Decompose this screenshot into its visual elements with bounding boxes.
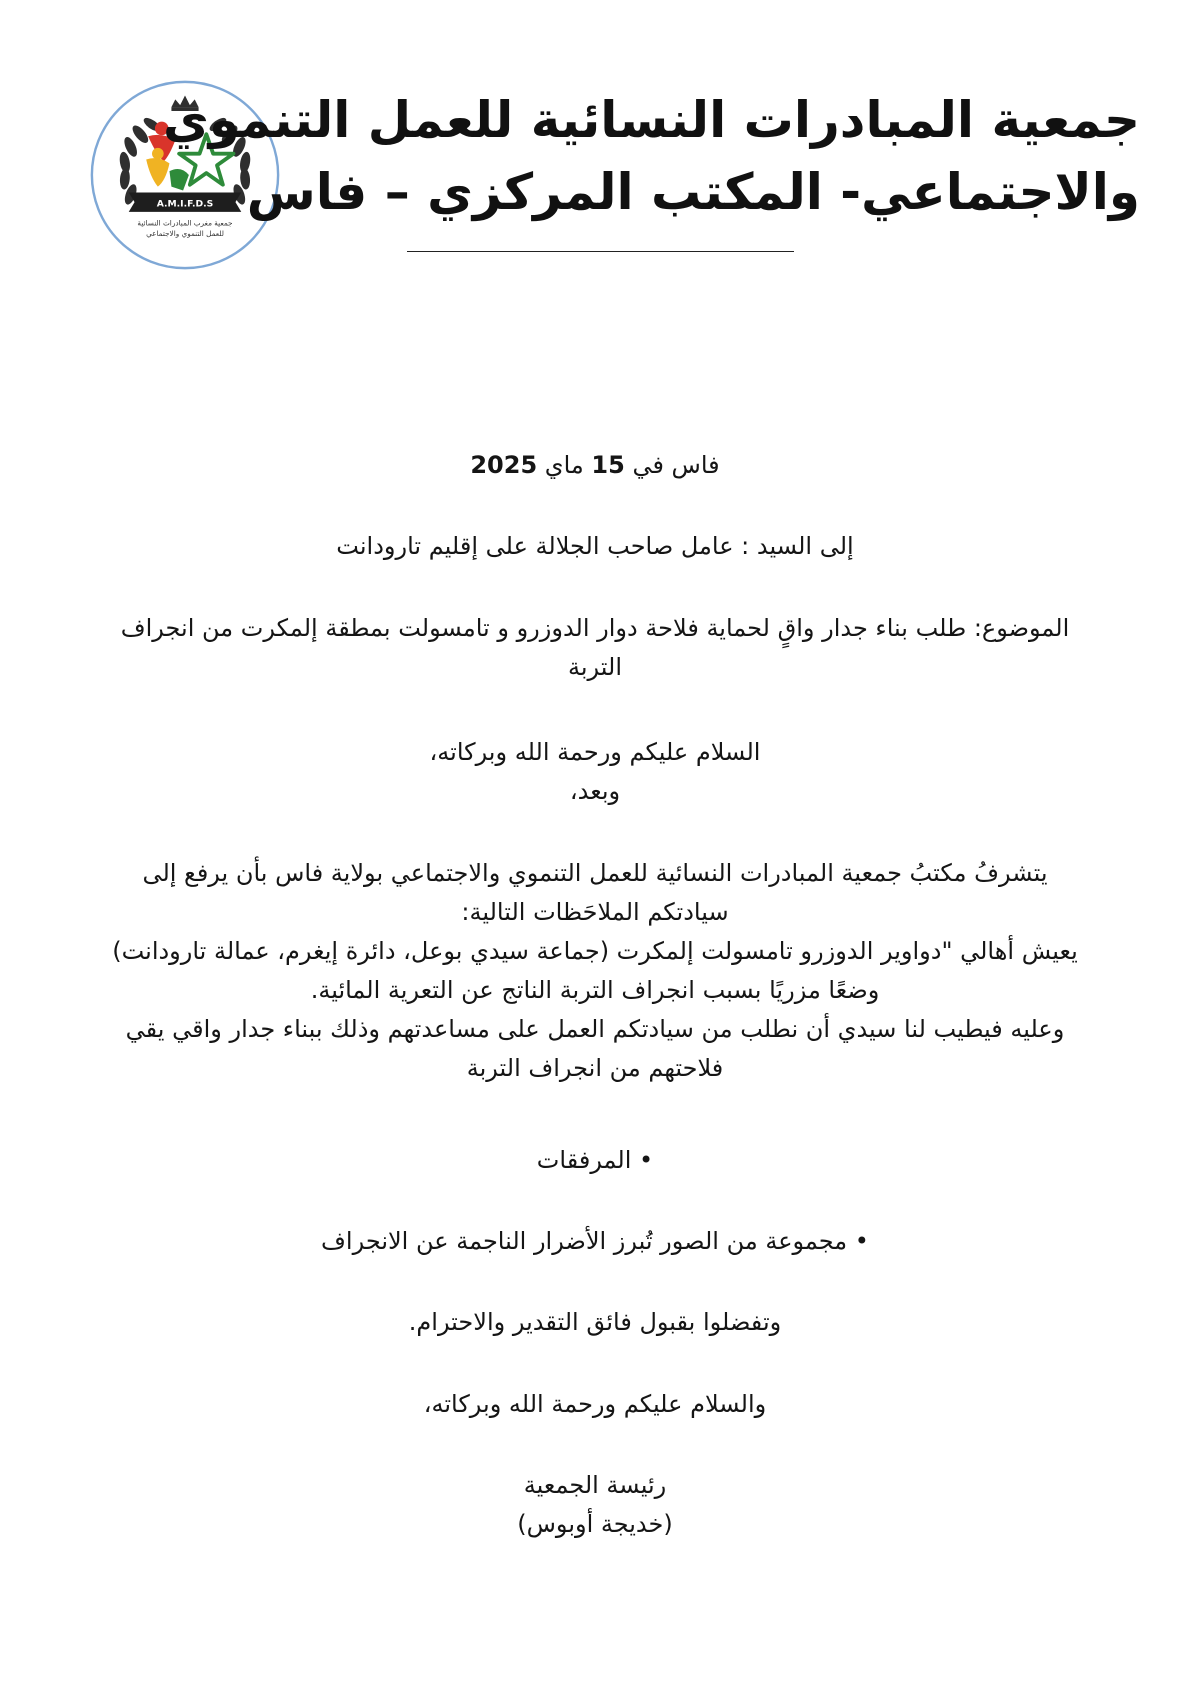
logo-caption-line1: جمعية مغرب المبادرات النسائية [137,218,233,228]
logo-caption-line2: للعمل التنموي والاجتماعي [146,229,224,239]
association-title-line2: والاجتماعي- المكتب المركزي – فاس [246,163,1140,221]
logo-banner-text: A.M.I.F.D.S [156,198,214,210]
paragraph-line: وعليه فيطيب لنا سيدي أن نطلب من سيادتكم العمل على مساعدتهم وذلك ببناء جدار واقي يقي [125,1015,1065,1043]
date-month: ماي [544,451,584,479]
paragraph-line: وضعًا مزريًا بسبب انجراف التربة الناتج عن التعرية المائية. [310,976,880,1004]
signature-name: (خديجة أوبوس) [517,1510,673,1538]
letter-date [45,446,1145,485]
paragraph-line: يعيش أهالي "دواوير الدوزرو تامسولت إلمكرت (جماعة سيدي بوعل، دائرة إيغرم، عمالة تارودانت) [112,937,1078,965]
paragraph-line: سيادتكم الملاحَظات التالية: [461,898,729,926]
letter-greeting: السلام عليكم ورحمة الله وبركاته، [429,738,761,766]
paragraph-line: فلاحتهم من انجراف التربة [466,1054,724,1082]
attachments-heading: • المرفقات [536,1146,654,1174]
letter-body-paragraph [45,854,1145,1088]
subject-line-1: الموضوع: طلب بناء جدار واقٍ لحماية فلاحة دوار الدوزرو و تامسولت بمطقة إلمكرت من انجراف [120,614,1070,642]
letter-wabaad: وبعد، [569,777,621,805]
letter-subject [45,609,1145,687]
subject-line-2: التربة [567,653,622,681]
letter-addressee: إلى السيد : عامل صاحب الجلالة على إقليم تارودانت [336,532,854,560]
date-year: 2025 [470,451,538,479]
association-title-line1: جمعية المبادرات النسائية للعمل التنموي [162,91,1140,149]
title-divider [407,251,794,252]
date-prefix: فاس في [632,451,720,479]
attachment-item: • مجموعة من الصور تُبرز الأضرار الناجمة عن الانجراف [321,1227,869,1255]
paragraph-line: يتشرفُ مكتبُ جمعية المبادرات النسائية للعمل التنموي والاجتماعي بولاية فاس بأن يرفع إلى [142,859,1048,887]
letter-closing: وتفضلوا بقبول فائق التقدير والاحترام. [408,1308,782,1336]
letter-farewell: والسلام عليكم ورحمة الله وبركاته، [423,1390,767,1418]
date-day: 15 [591,451,625,479]
letterhead [0,0,1191,270]
signature-title: رئيسة الجمعية [523,1471,667,1499]
